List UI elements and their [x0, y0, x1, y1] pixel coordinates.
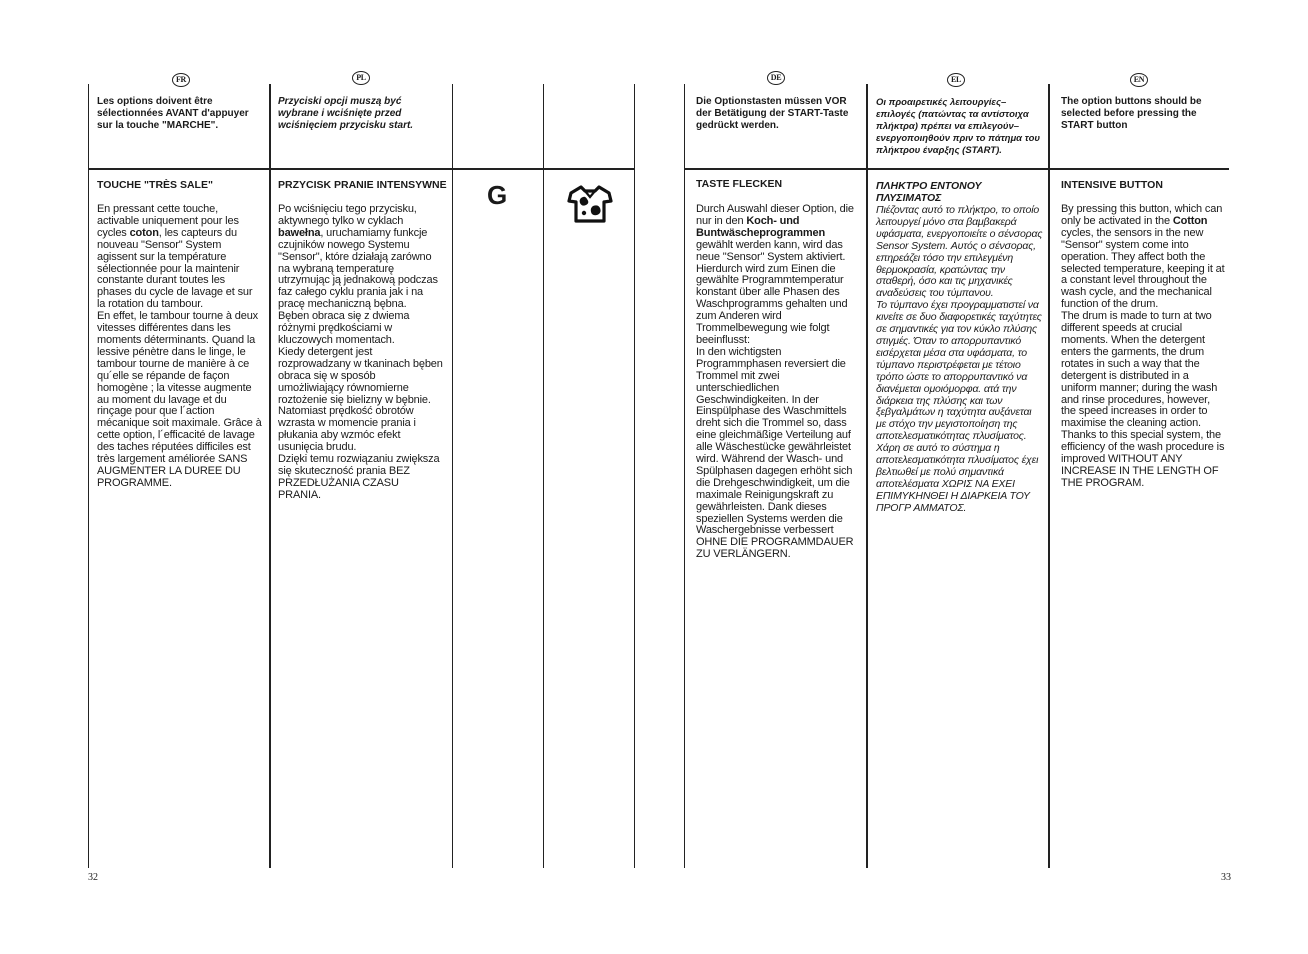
column-divider — [452, 84, 453, 868]
section-title-de: TASTE FLECKEN — [696, 178, 783, 190]
body-text-fr: En pressant cette touche, activable uniquement pour les cycles coton, les capteurs du nouveau "Sensor" System agissent sur la température sélectionnée pour la maintenir constante durant toutes les phases du cycle de lavage et sur la rotation du tambour. En effet, le tambour tourne à deux vitesses différentes dans les moments déterminants. Quand la lessive pénètre dans le linge, le tambour tourne de manière à ce qu´elle se répande de façon homogène ; la vitesse augmente au moment du lavage et du rinçage pour que l´action mécanique soit maximale. Grâce à cette option, l´efficacité de lavage des taches réputées difficiles est très largement améliorée SANS AUGMENTER LA DUREE DU PROGRAMME. — [97, 203, 262, 489]
note-en: The option buttons should be selected before pressing the START button — [1061, 96, 1202, 131]
column-divider — [543, 84, 544, 868]
column-divider — [634, 84, 635, 868]
section-title-fr: TOUCHE "TRÈS SALE" — [97, 179, 213, 191]
section-title-pl: PRZYCISK PRANIE INTENSYWNE — [278, 179, 447, 191]
header-separator-left — [88, 168, 635, 170]
column-divider — [866, 84, 868, 868]
note-de: Die Optionstasten müssen VOR der Betätigung der START-Taste gedrückt werden. — [696, 96, 849, 131]
note-el: Οι προαιρετικές λειτουργίες–επιλογές (πατώντας τα αντίστοιχα πλήκτρα) πρέπει να επιλεγούν–ενεργοποιηθούν πριν το πάτημα του πλήκτρου έναρξης (START). — [876, 97, 1041, 156]
option-letter-symbol: G — [487, 180, 508, 210]
stained-shirt-icon — [567, 184, 613, 224]
column-divider — [1048, 84, 1050, 868]
body-text-el: Πιέζοντας αυτό το πλήκτρο, το οποίο λειτουργεί μόνο στα βαμβακερά υφάσματα, ενεργοποιείτε ο σένσορας Sensor System. Αυτός ο σένσορας, επηρεάζει τόσο την επιλεγμένη θερμοκρασία, κρατώντας την σταθερή, όσο και τις μηχανικές αναδεύσεις του τύμπανου. Το τύμπανο έχει προγραμματιστεί να κινείτε σε δυο διαφορετικές ταχύτητες σε σημαντικές για τον κύκλο πλύσης στιγμές. Όταν το απορρυπαντικό εισέρχεται μέσα στα υφάσματα, το τύμπανο περιστρέφεται με τέτοιο τρόπο ώστε το απορρυπαντικό να διανέμεται ομοιόμορφα. ατά την διάρκεια της πλύσης και των ξεβγαλμάτων η ταχύτητα αυξάνεται με στόχο την μεγιστοποίηση της αποτελεσματικότητας πλυσίματος. Χάρη σε αυτό το σύστημα η αποτελεσματικότητα πλυσίματος έχει βελτιωθεί με πολύ σημαντικά αποτελέσματα ΧΩΡΙΣ ΝΑ ΕΧΕΙ ΕΠΙΜΥΚΗΝΘΕΙ Η ΔΙΑΡΚΕΙΑ ΤΟΥ ΠΡΟΓΡ ΑΜΜΑΤΟΣ. — [876, 204, 1043, 514]
page-number-left: 32 — [88, 872, 98, 883]
page-number-right: 33 — [1221, 872, 1231, 883]
lang-badge-el: EL — [947, 73, 965, 87]
body-text-en: By pressing this button, which can only be activated in the Cotton cycles, the sensors in the new "Sensor" system come into operation. They affect both the selected temperature, keeping it at a constant level throughout the wash cycle, and the mechanical function of the drum. The drum is made to turn at two different speeds at crucial moments. When the detergent enters the garments, the drum rotates in such a way that the detergent is distributed in a uniform manner; during the wash and rinse procedures, however, the speed increases in order to maximise the cleaning action. Thanks to this special system, the efficiency of the wash procedure is improved WITHOUT ANY INCREASE IN THE LENGTH OF THE PROGRAM. — [1061, 203, 1225, 489]
lang-badge-en: EN — [1130, 73, 1148, 87]
note-fr: Les options doivent être sélectionnées AVANT d'appuyer sur la touche "MARCHE". — [97, 96, 249, 131]
left-border-line — [88, 84, 89, 868]
lang-badge-fr: FR — [172, 73, 190, 87]
section-title-el: ΠΛΗΚΤΡΟ ΕΝΤΟΝΟΥ ΠΛΥΣΙΜΑΤΟΣ — [876, 180, 982, 204]
body-text-pl: Po wciśnięciu tego przycisku, aktywnego tylko w cyklach bawełna, uruchamiamy funkcje czujników nowego Systemu "Sensor", które działają zarówno na wybraną temperaturę utrzymując ją jednakową podczas faz całego cyklu prania jak i na pracę mechaniczną bębna. Bęben obraca się z dwiema różnymi prędkościami w kluczowych momentach. Kiedy detergent jest rozprowadzany w tkaninach bęben obraca się w sposób umożliwiający równomierne roztożenie się bielizny w bębnie. Natomiast prędkość obrotów wzrasta w momencie prania i płukania aby wzmóc efekt usunięcia brudu. Dzięki temu rozwiązaniu zwiększa się skuteczność prania BEZ PRZEDŁUŻANIA CZASU PRANIA. — [278, 203, 443, 501]
section-title-en: INTENSIVE BUTTON — [1061, 179, 1163, 191]
lang-badge-de: DE — [767, 71, 785, 85]
note-pl: Przyciski opcji muszą być wybrane i wciśnięte przed wciśnięciem przycisku start. — [278, 96, 414, 131]
header-separator-right — [684, 168, 1229, 170]
column-divider — [684, 84, 685, 868]
column-divider — [269, 84, 271, 868]
body-text-de: Durch Auswahl dieser Option, die nur in den Koch- und Buntwäscheprogrammen gewählt werden kann, wird das neue "Sensor" System aktiviert. Hierdurch wird zum Einen die gewählte Programmtemperatur konstant über alle Phasen des Waschprogramms gehalten und zum Anderen wird Trommelbewegung wie folgt beeinflusst: In den wichtigsten Programmphasen reversiert die Trommel mit zwei unterschiedlichen Geschwindigkeiten. In der Einspülphase des Waschmittels dreht sich die Trommel so, dass eine gleichmäßige Verteilung auf alle Wäschestücke gewährleistet wird. Während der Wasch- und Spülphasen dagegen erhöht sich die Drehgeschwindigkeit, um die maximale Reinigungskraft zu gewährleisten. Dank dieses speziellen Systems werden die Waschergebnisse verbessert OHNE DIE PROGRAMMDAUER ZU VERLÄNGERN. — [696, 203, 854, 561]
lang-badge-pl: PL — [352, 71, 370, 85]
